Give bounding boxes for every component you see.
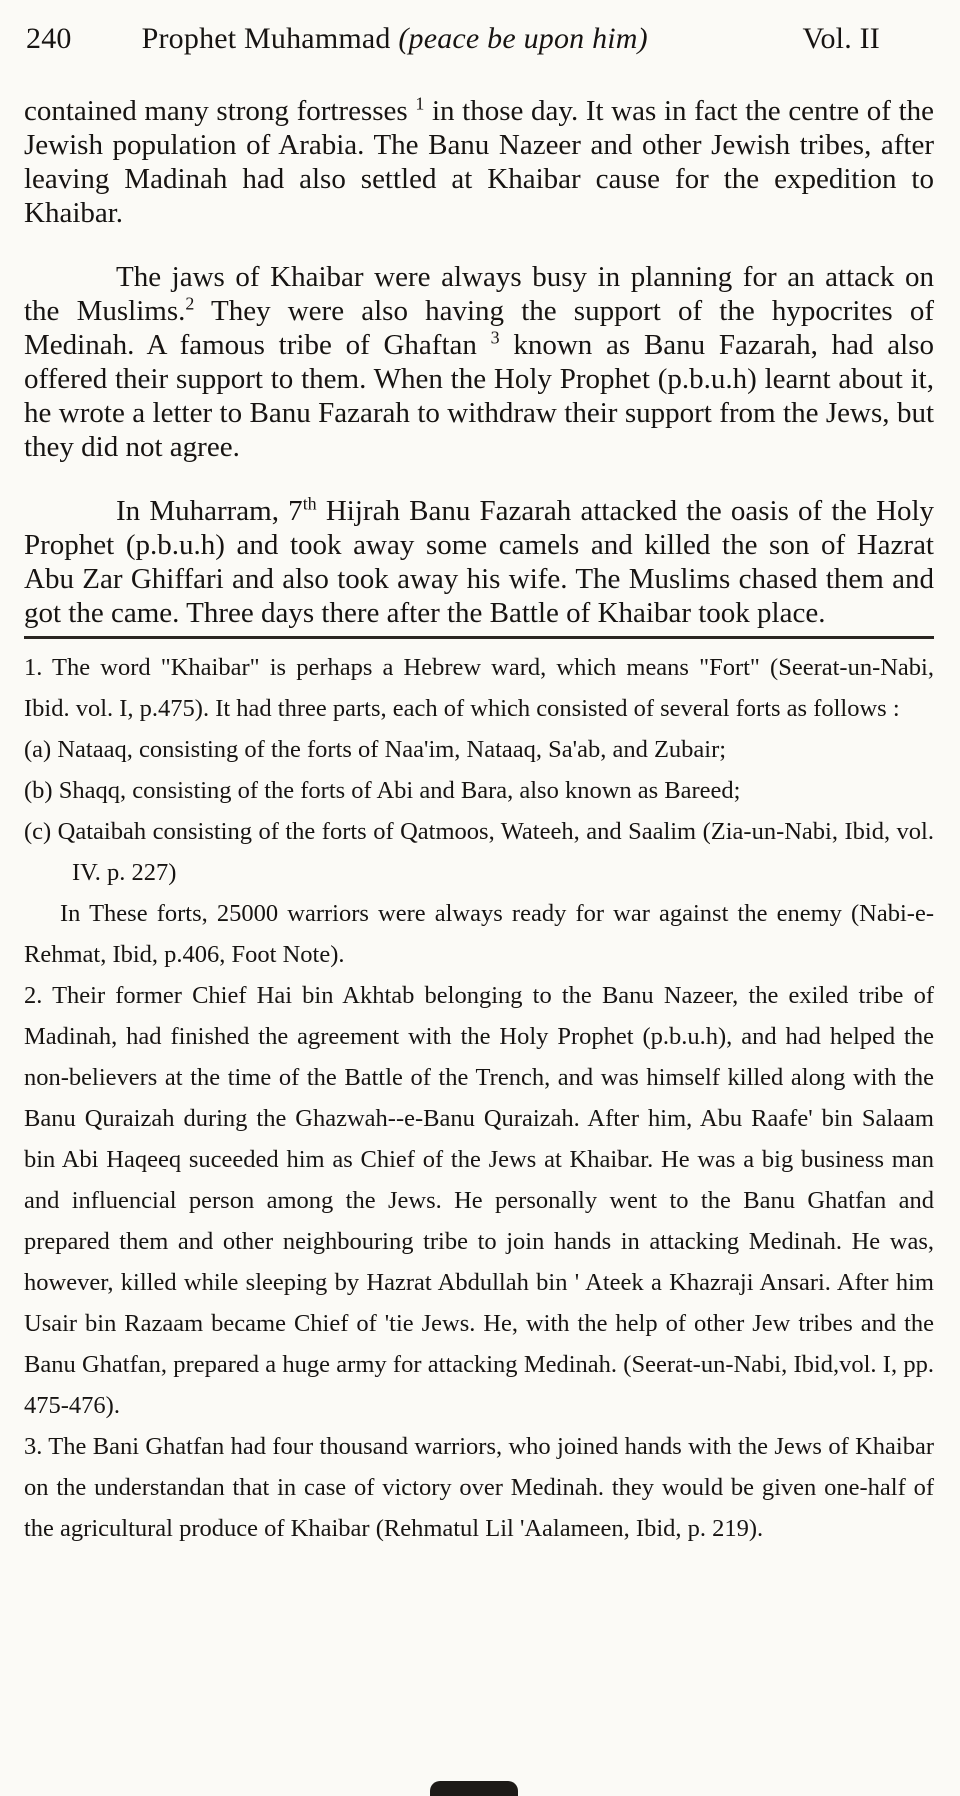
running-title-parenthetical: (peace be upon him) bbox=[398, 22, 648, 55]
page-number: 240 bbox=[26, 22, 72, 55]
footnote-line: (c) Qataibah consisting of the forts of Qatmoos, Wateeh, and Saalim (Zia-un-Nabi, Ibid, vol. IV. p. 227) bbox=[24, 818, 934, 886]
superscript-note-ref: 2 bbox=[185, 293, 195, 314]
footnote-line: 2. Their former Chief Hai bin Akhtab belonging to the Banu Nazeer, the exiled tribe of Madinah, had finished the agreement with the Holy Prophet (p.b.u.h), and had helped the non-believers at the time of the Battle of the Trench, and was himself killed along with the Banu Quraizah during the Ghazwah--e-Banu Quraizah. After him, Abu Raafe' bin Salaam bin Abi Haqeeq suceeded him as Chief of the Jews at Khaibar. He was a big business man and influencial person among the Jews. He personally went to the Banu Ghatfan and prepared them and other neighbouring tribe to join hands in attacking Medinah. He was, however, killed while sleeping by Hazrat Abdullah bin ' Ateek a Khazraji Ansari. After him Usair bin Razaam became Chief of 'tie Jews. He, with the help of other Jew tribes and the Banu Ghatfan, prepared a huge army for attacking Medinah. (Seerat-un-Nabi, Ibid,vol. I, pp. 475-476). bbox=[24, 982, 934, 1419]
page-header bbox=[24, 14, 934, 56]
body-text bbox=[24, 94, 934, 630]
footnote-line: (a) Nataaq, consisting of the forts of Naa'im, Nataaq, Sa'ab, and Zubair; bbox=[24, 736, 727, 763]
footnote-line: In These forts, 25000 warriors were always ready for war against the enemy (Nabi-e-Rehmat, Ibid, p.406, Foot Note). bbox=[24, 900, 934, 968]
superscript-note-ref: 1 bbox=[415, 93, 425, 114]
footnotes bbox=[24, 647, 934, 1549]
volume-label: Vol. II bbox=[802, 22, 880, 55]
footnote-line: 3. The Bani Ghatfan had four thousand warriors, who joined hands with the Jews of Khaibar on the understandan that in case of victory over Medinah. they would be given one-half of the agricultural produce of Khaibar (Rehmatul Lil 'Aalameen, Ibid, p. 219). bbox=[24, 1433, 934, 1542]
footnote-line: (b) Shaqq, consisting of the forts of Abi and Bara, also known as Bareed; bbox=[24, 777, 741, 804]
footnote-separator bbox=[24, 636, 934, 639]
superscript-note-ref: th bbox=[302, 493, 317, 514]
body-paragraph: In Muharram, 7th Hijrah Banu Fazarah attacked the oasis of the Holy Prophet (p.b.u.h) and took away some camels and killed the son of Hazrat Abu Zar Ghiffari and also took away his wife. The Muslims chased them and got the came. Three days there after the Battle of Khaibar took place. bbox=[24, 493, 935, 629]
superscript-note-ref: 3 bbox=[490, 327, 500, 348]
running-title bbox=[142, 22, 648, 56]
scan-artifact bbox=[430, 1781, 518, 1796]
body-paragraph: The jaws of Khaibar were always busy in planning for an attack on the Muslims.$^2$ They were also having the support of the hypocrites of Medinah. A famous tribe of Ghaftan $^3$ known as Banu Fazarah, had also offered their support to them. When the Holy Prophet (p.b.u.h) learnt about it, he wrote a letter to Banu Fazarah to withdraw their support from the Jews, but they did not agree. bbox=[24, 261, 934, 463]
body-paragraph: contained many strong fortresses $^1$ in those day. It was in fact the centre of the Jewish population of Arabia. The Banu Nazeer and other Jewish tribes, after leaving Madinah had also settled at Khaibar cause for the expedition to Khaibar. bbox=[24, 93, 935, 229]
footnote-line: 1. The word "Khaibar" is perhaps a Hebrew ward, which means "Fort" (Seerat-un-Nabi, Ibid. vol. I, p.475). It had three parts, each of which consisted of several forts as follows : bbox=[24, 654, 934, 722]
running-title-main: Prophet Muhammad bbox=[141, 22, 399, 55]
